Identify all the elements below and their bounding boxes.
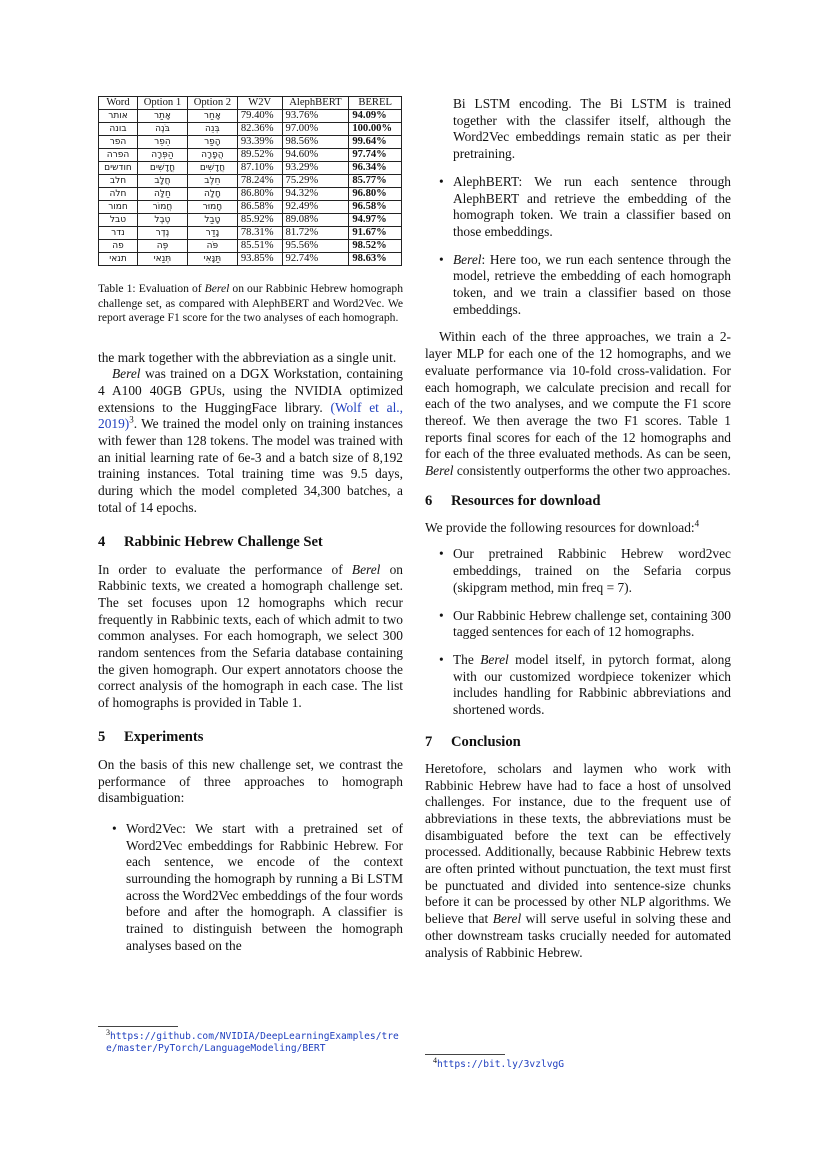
table-cell: חמור [99, 201, 138, 214]
table-cell: 87.10% [237, 162, 282, 175]
results-table [98, 96, 402, 266]
table-cell: 79.40% [237, 110, 282, 123]
table-cell: 85.51% [237, 240, 282, 253]
footnote-4-link[interactable]: https://bit.ly/3vzlvgG [437, 1059, 565, 1070]
table-row [99, 253, 402, 266]
table-cell: 89.52% [237, 149, 282, 162]
section-4-heading: 4 Rabbinic Hebrew Challenge Set [98, 533, 323, 550]
table-cell: חַלָּה [137, 188, 187, 201]
table-header-cell: Word [99, 97, 138, 110]
footnote-3-link[interactable]: https://github.com/NVIDIA/DeepLearningExamples/tree/master/PyTorch/LanguageModeling/BERT [106, 1031, 399, 1054]
footnote-4: $^4$https://bit.ly/3vzlvgG [425, 1054, 731, 1071]
table-cell: 97.00% [282, 123, 349, 136]
paragraph-mlp: Within each of the three approaches, we train a 2-layer MLP for each one of the 12 homographs, and we evaluate performance via 10-fold cross-validation. For each homograph, we calculate precision and recall for each of the two analyses, and we compute the F1 score thereof. We then average the two F1 scores. Table 1 reports final scores for each of the 12 homographs and for each of the three evaluated methods. As can be seen, Berel consistently outperforms the other two approaches. [425, 329, 731, 479]
table-cell: 92.74% [282, 253, 349, 266]
paragraph-conclusion: Heretofore, scholars and laymen who work with Rabbinic Hebrew have had to face a host of unsolved challenges. For instance, due to the frequent use of abbreviations in these texts, the abbreviations must be disambiguated before the text can be effectively processed. Additionally, because Rabbinic Hebrew texts are often printed without punctuation, the text must first be punctuated and divided into sentence-size chunks before it can be processed by other NLP algorithms. We believe that Berel will serve useful in solving these and other downstream tasks crucially needed for automated analysis of Rabbinic Hebrew. [425, 760, 731, 960]
footnote-mark-3[interactable]: 3 [129, 414, 134, 425]
table-row [99, 136, 402, 149]
table-cell: הֲפָרָה [187, 149, 237, 162]
table-row [99, 240, 402, 253]
table-cell: חָלָה [187, 188, 237, 201]
table-cell: תנאי [99, 253, 138, 266]
table-cell: טָבַל [187, 214, 237, 227]
bullet-alephbert: • AlephBERT: We run each sentence through AlephBERT and retrieve the embedding of the homograph token. We train a classifier based on those embeddings. [425, 174, 731, 241]
footnote-rule [425, 1054, 505, 1055]
paragraph-section-6: We provide the following resources for download:$^4$ [425, 518, 700, 535]
table-cell: 98.52% [349, 240, 402, 253]
section-5-heading: 5 Experiments [98, 728, 204, 745]
table-cell: 86.80% [237, 188, 282, 201]
table-cell: תַּנָּאִי [187, 253, 237, 266]
table-cell: פֹּה [187, 240, 237, 253]
resources-list [425, 546, 731, 718]
table-cell: הֵפֵר [137, 136, 187, 149]
table-cell: בֹּנֶה [137, 123, 187, 136]
table-cell: 85.92% [237, 214, 282, 227]
table-cell: חלה [99, 188, 138, 201]
table-row [99, 214, 402, 227]
bullet-word2vec-continued: Bi LSTM encoding. The Bi LSTM is trained together with the classifer itself, although the Word2Vec embeddings remain static as per their pretraining. [453, 96, 731, 162]
table-cell: בונה [99, 123, 138, 136]
table-cell: 75.29% [282, 175, 349, 188]
paragraph-section-5: On the basis of this new challenge set, we contrast the performance of three approaches to homograph disambiguation: [98, 756, 403, 806]
table-cell: הָפַר [187, 136, 237, 149]
table-cell: 86.58% [237, 201, 282, 214]
section-7-heading: 7 Conclusion [425, 733, 521, 750]
section-6-heading: 6 Resources for download [425, 492, 601, 509]
table-row [99, 188, 402, 201]
resource-word2vec: • Our pretrained Rabbinic Hebrew word2vec embeddings, trained on the Sefaria corpus (skipgram method, min freq = 7). [425, 546, 731, 596]
table-cell: 93.29% [282, 162, 349, 175]
table-cell: 99.64% [349, 136, 402, 149]
table-cell: 98.56% [282, 136, 349, 149]
paragraph-section-4: In order to evaluate the performance of Berel on Rabbinic texts, we created a homograph challenge set. The set focuses upon 12 homographs which recur frequently in Rabbinic texts, each of which admit to two common analyses. For each homograph, we select 300 random sentences from the Sefaria database containing the given homograph. Our expert annotators choose the correct analysis of the homograph in each case. The list of homographs is provided in Table 1. [98, 561, 403, 711]
paragraph-continuation: the mark together with the abbreviation as a single unit. [98, 349, 397, 365]
table-cell: הפר [99, 136, 138, 149]
table-cell: חָמוּר [187, 201, 237, 214]
table-cell: 98.63% [349, 253, 402, 266]
bullet-word2vec: • Word2Vec: We start with a pretrained set of Word2Vec embeddings for Rabbinic Hebrew. For each sentence, we encode of the context surrounding the homograph by running a Bi LSTM across the Word2Vec embeddings of the four words before and after the homograph. A classifier is trained to distinguish between the homograph analyses based on the [98, 821, 403, 955]
table-cell: אָתַר [137, 110, 187, 123]
table-cell: טבל [99, 214, 138, 227]
table-cell: נדר [99, 227, 138, 240]
table-header-cell: Option 1 [137, 97, 187, 110]
table-row [99, 123, 402, 136]
table-cell: 96.34% [349, 162, 402, 175]
table-caption: Table 1: Evaluation of Berel on our Rabbinic Hebrew homograph challenge set, as compared with AlephBERT and Word2Vec. We report average F1 score for the two analyses of each homograph. [98, 282, 403, 324]
table-cell: נֶדֶר [137, 227, 187, 240]
table-cell: 85.77% [349, 175, 402, 188]
table-cell: חודשים [99, 162, 138, 175]
table-cell: 89.08% [282, 214, 349, 227]
table-cell: נָדַר [187, 227, 237, 240]
table-cell: חֲדָשִׁים [187, 162, 237, 175]
table-header-row [99, 97, 402, 110]
resource-challenge-set: • Our Rabbinic Hebrew challenge set, containing 300 tagged sentences for each of 12 homographs. [425, 608, 731, 641]
table-cell: פֶּה [137, 240, 187, 253]
table-cell: 92.49% [282, 201, 349, 214]
approaches-list-continued [425, 96, 731, 318]
table-cell: 94.97% [349, 214, 402, 227]
table-cell: אותר [99, 110, 138, 123]
table-cell: חלב [99, 175, 138, 188]
table-cell: 100.00% [349, 123, 402, 136]
table-cell: 82.36% [237, 123, 282, 136]
table-row [99, 201, 402, 214]
table-cell: חֲלָב [137, 175, 187, 188]
resource-berel-model: • The Berel model itself, in pytorch format, along with our customized wordpiece tokenizer which includes handling for Rabbinic abbreviations and shortened words. [425, 652, 731, 719]
table-cell: 94.09% [349, 110, 402, 123]
table-cell: 91.67% [349, 227, 402, 240]
table-body [99, 110, 402, 266]
table-cell: 78.24% [237, 175, 282, 188]
table-cell: הַפְּרָה [137, 149, 187, 162]
table-cell: 97.74% [349, 149, 402, 162]
approaches-list [98, 821, 403, 955]
table-cell: 93.39% [237, 136, 282, 149]
table-row [99, 175, 402, 188]
table-header-cell: Option 2 [187, 97, 237, 110]
left-column [98, 96, 403, 1054]
table-cell: 81.72% [282, 227, 349, 240]
footnote-3: $^3$https://github.com/NVIDIA/DeepLearningExamples/tree/master/PyTorch/LanguageModeling/BERT [98, 1026, 403, 1055]
table-header-cell: W2V [237, 97, 282, 110]
table-cell: אָחַר [187, 110, 237, 123]
table-cell: חֲמוֹר [137, 201, 187, 214]
table-header-cell: BEREL [349, 97, 402, 110]
table-cell: חֵלֶב [187, 175, 237, 188]
table-cell: 94.60% [282, 149, 349, 162]
table-cell: 78.31% [237, 227, 282, 240]
table-cell: תְּנַאי [137, 253, 187, 266]
footnote-rule [98, 1026, 178, 1027]
table-cell: 96.80% [349, 188, 402, 201]
table-row [99, 227, 402, 240]
table-cell: טֶבֶל [137, 214, 187, 227]
table-row [99, 110, 402, 123]
table-cell: הפרה [99, 149, 138, 162]
table-header-cell: AlephBERT [282, 97, 349, 110]
table-cell: 93.76% [282, 110, 349, 123]
table-cell: 96.58% [349, 201, 402, 214]
table-cell: בְּנֵה [187, 123, 237, 136]
right-column [425, 96, 731, 1070]
footnote-mark-4[interactable]: 4 [694, 518, 700, 529]
citation-wolf[interactable]: (Wolf et al., 2019) [98, 399, 403, 432]
table-cell: 95.56% [282, 240, 349, 253]
paragraph-training: Berel was trained on a DGX Workstation, containing 4 A100 40GB GPUs, using the NVIDIA optimized extensions to the HuggingFace library. (Wolf et al., 2019)$^3$. We trained the model only on training instances with fewer than 128 tokens. The model was trained with an initial learning rate of 6e-3 and a batch size of 8,192 training instances. Total training time was 9.5 days, during which the model completed 34,300 batches, a total of 14 epochs. [98, 366, 403, 515]
table-cell: 94.32% [282, 188, 349, 201]
bullet-berel: • Berel: Here too, we run each sentence through the model, retrieve the embedding of each homograph token, and we train a classifier based on those embeddings. [425, 252, 731, 319]
table-cell: חֳדָשִׁים [137, 162, 187, 175]
table-row [99, 149, 402, 162]
table-row [99, 162, 402, 175]
table-cell: 93.85% [237, 253, 282, 266]
table-cell: פה [99, 240, 138, 253]
